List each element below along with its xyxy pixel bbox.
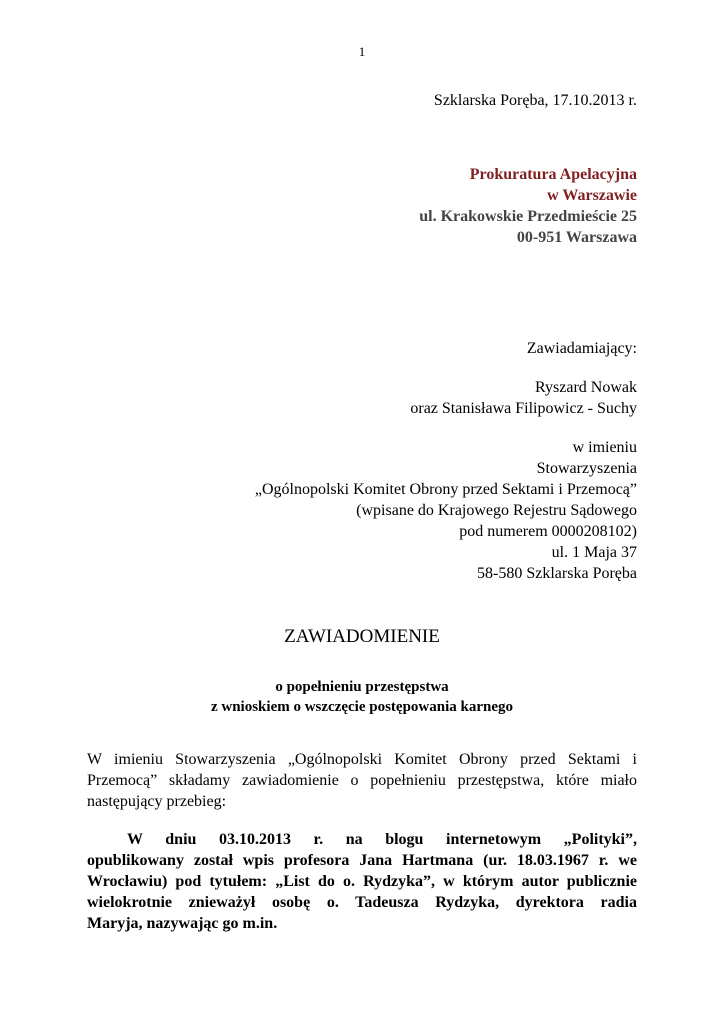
paragraph-line: W dniu 03.10.2013 r. na blogu internetowym „Polityki”,	[127, 831, 637, 848]
paragraph-line: wielokrotnie znieważył osobę o. Tadeusza Rydzyka, dyrektora radia	[87, 894, 637, 911]
paragraph-line: następujący przebieg:	[87, 793, 227, 810]
date-line: Szklarska Poręba, 17.10.2013 r.	[433, 92, 637, 109]
reporter-name1: Ryszard Nowak	[535, 379, 637, 396]
spacer	[255, 419, 637, 437]
reporter-block	[255, 338, 637, 584]
reporter-krs2: pod numerem 0000208102)	[459, 523, 637, 540]
paragraph-line: Maryja, nazywając go m.in.	[87, 915, 278, 932]
subtitle-line2: z wnioskiem o wszczęcie postępowania karnego	[210, 699, 514, 715]
addressee-street: ul. Krakowskie Przedmieście 25	[419, 208, 637, 225]
paragraph-line: W imieniu Stowarzyszenia „Ogólnopolski Komitet Obrony przed Sektami i	[87, 751, 637, 768]
paragraph-facts	[87, 829, 637, 934]
paragraph-intro	[87, 749, 637, 812]
page-number: 1	[358, 44, 366, 59]
spacer	[255, 359, 637, 377]
document-title: ZAWIADOMIENIE	[284, 626, 440, 647]
paragraph-line: Przemocą” składamy zawiadomienie o popełnieniu przestępstwa, które miało	[87, 772, 637, 789]
reporter-name2: oraz Stanisława Filipowicz - Suchy	[410, 400, 637, 417]
document-subtitle	[0, 677, 724, 717]
addressee-city: 00-951 Warszawa	[516, 229, 637, 246]
reporter-city: 58-580 Szklarska Poręba	[477, 565, 637, 582]
paragraph-line: Wrocławiu) pod tytułem: „List do o. Rydzyka”, w którym autor publicznie	[87, 873, 637, 890]
paragraph-line: opublikowany został wpis profesora Jana Hartmana (ur. 18.03.1967 r. we	[87, 852, 637, 869]
subtitle-line1: o popełnieniu przestępstwa	[275, 679, 449, 695]
addressee-line1: Prokuratura Apelacyjna	[469, 166, 637, 183]
reporter-assoc-name: „Ogólnopolski Komitet Obrony przed Sektami i Przemocą”	[254, 481, 637, 498]
reporter-krs1: (wpisane do Krajowego Rejestru Sądowego	[356, 502, 637, 519]
reporter-label: Zawiadamiający:	[526, 340, 637, 357]
reporter-on-behalf: w imieniu	[572, 439, 637, 456]
reporter-assoc: Stowarzyszenia	[536, 460, 637, 477]
reporter-street: ul. 1 Maja 37	[551, 544, 637, 561]
addressee-block	[419, 164, 637, 248]
addressee-line2: w Warszawie	[547, 187, 637, 204]
